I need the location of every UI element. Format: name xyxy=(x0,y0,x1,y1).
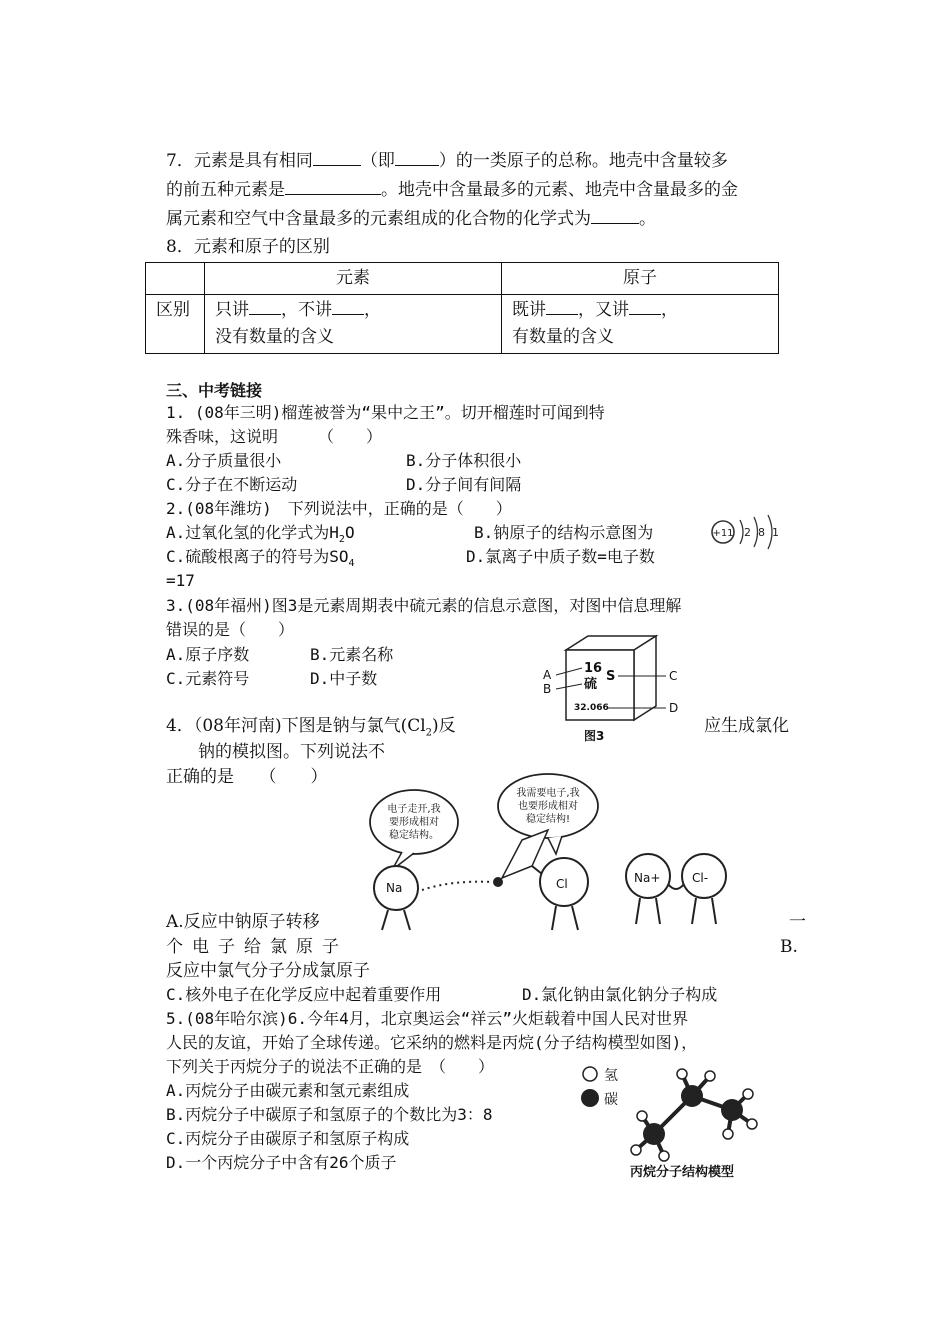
mc2-option-a: A.过氧化氢的化学式为$H_2O$ xyxy=(166,523,355,546)
atomic-mass: 32.066 xyxy=(574,703,609,713)
mc3-option-d: D.中子数 xyxy=(310,669,378,688)
bubble-text: 要形成相对 xyxy=(389,817,439,828)
character-leg xyxy=(712,898,716,924)
cube-side xyxy=(634,636,656,720)
atom-label: Na xyxy=(386,881,403,895)
figure-caption: 丙烷分子结构模型 xyxy=(630,1165,735,1180)
label-b: B xyxy=(543,682,552,696)
q7-line3: 属元素和空气中含量最多的元素组成的化合物的化学式为 。 xyxy=(166,206,656,231)
answer-blank xyxy=(629,297,661,315)
table-header-atom: 原子 xyxy=(502,263,779,295)
mc5-option-c: C.丙烷分子由碳原子和氢原子构成 xyxy=(166,1129,410,1148)
answer-blank xyxy=(249,297,281,315)
hydrogen-legend-icon xyxy=(583,1067,597,1081)
bubble-text: 稳定结构! xyxy=(525,814,571,825)
sulfur-element-figure xyxy=(538,630,688,750)
atom-label: Cl xyxy=(556,877,568,891)
character-leg xyxy=(572,906,578,930)
carbon-atom xyxy=(643,1123,665,1145)
bubble-text: 我需要电子,我 xyxy=(516,788,580,799)
hands-link xyxy=(668,884,684,889)
mc4-stem-line1-end: 应生成氯化 xyxy=(704,716,789,736)
table-row-label: 区别 xyxy=(146,295,205,354)
mc4-stem-line3: 正确的是 （ ） xyxy=(166,767,328,787)
mc3-stem-line1: 3.(08年福州)图3是元素周期表中硫元素的信息示意图，对图中信息理解 xyxy=(166,596,682,615)
table-cell-atom: 既讲 ，又讲 ， 有数量的含义 xyxy=(502,295,779,354)
mc4-option-c: C.核外电子在化学反应中起着重要作用 xyxy=(166,985,442,1004)
legend-hydrogen: 氢 xyxy=(604,1068,618,1084)
answer-blank xyxy=(591,206,639,224)
table-header-element: 元素 xyxy=(205,263,502,295)
answer-blank xyxy=(285,177,381,195)
mc4-option-a-line1-end: 一 xyxy=(789,912,806,932)
mc4-option-b: 反应中氯气分子分成氯原子 xyxy=(166,961,370,981)
mc5-stem-line1: 5.(08年哈尔滨)6.今年4月，北京奥运会“祥云”火炬载着中国人民对世界 xyxy=(166,1009,688,1028)
sodium-atom-diagram xyxy=(706,512,782,552)
mc2-option-c: C.硫酸根离子的符号为$SO_4$ xyxy=(166,547,355,570)
element-name: 硫 xyxy=(584,677,598,692)
mc3-option-c: C.元素符号 xyxy=(166,669,250,688)
shell-arc xyxy=(740,520,743,544)
mc5-stem-line2: 人民的友谊，开始了全球传递。它采纳的燃料是丙烷(分子结构模型如图)， xyxy=(166,1033,698,1052)
mc2-stem: 2.(08年潍坊) 下列说法中，正确的是（ ） xyxy=(166,499,512,518)
mc1-option-b: B.分子体积很小 xyxy=(406,451,522,470)
ion-label: Na+ xyxy=(634,871,661,885)
mc1-stem-line1: 1. (08年三明)榴莲被誉为“果中之王”。切开榴莲时可闻到特 xyxy=(166,403,605,422)
ion-label: Cl- xyxy=(692,871,709,885)
shell-count: 8 xyxy=(758,526,765,539)
character-leg xyxy=(382,910,388,930)
bubble-text: 也要形成相对 xyxy=(518,801,578,812)
q7-line2: 的前五种元素是 。地壳中含量最多的元素、地壳中含量最多的金 xyxy=(166,177,738,202)
mc4-option-b-label: B. xyxy=(780,937,798,957)
nucleus-charge: +11 xyxy=(712,528,734,539)
q8-title: 8．元素和原子的区别 xyxy=(166,237,330,257)
bubble-text: 电子走开,我 xyxy=(387,804,441,815)
character-leg xyxy=(552,906,556,930)
mc4-stem-line2: 钠的模拟图。下列说法不 xyxy=(198,742,385,762)
label-d: D xyxy=(669,701,679,715)
mc2-option-d: D.氯离子中质子数=电子数 xyxy=(466,547,655,566)
answer-blank xyxy=(332,297,364,315)
mc3-option-a: A.原子序数 xyxy=(166,645,250,664)
character-leg xyxy=(636,898,640,924)
bubble-text: 稳定结构。 xyxy=(389,830,439,841)
shell-count: 1 xyxy=(772,526,779,539)
shell-arc xyxy=(754,517,758,547)
mc1-option-a: A.分子质量很小 xyxy=(166,451,282,470)
character-leg xyxy=(404,910,410,930)
label-a: A xyxy=(543,668,552,682)
mc4-option-a-line1: A.反应中钠原子转移 xyxy=(166,912,320,932)
character-leg xyxy=(656,898,660,924)
answer-blank xyxy=(546,297,578,315)
mc4-option-d: D.氯化钠由氯化钠分子构成 xyxy=(522,985,718,1004)
figure-caption: 图3 xyxy=(584,729,605,743)
mc5-option-a: A.丙烷分子由碳元素和氢元素组成 xyxy=(166,1081,410,1100)
mc3-stem-line2: 错误的是（ ） xyxy=(166,620,295,639)
mc2-option-d-cont: =17 xyxy=(166,571,195,590)
shell-count: 2 xyxy=(744,526,751,539)
propane-molecule-figure xyxy=(572,1060,782,1182)
mc1-option-c: C.分子在不断运动 xyxy=(166,475,298,494)
label-c: C xyxy=(669,669,678,683)
carbon-legend-icon xyxy=(581,1089,599,1107)
sodium-chlorine-cartoon xyxy=(352,770,772,948)
mc5-option-b: B.丙烷分子中碳原子和氢原子的个数比为3：8 xyxy=(166,1105,493,1124)
element-symbol: S xyxy=(606,669,616,684)
mc5-option-d: D.一个丙烷分子中含有26个质子 xyxy=(166,1153,397,1172)
element-atom-table xyxy=(145,262,779,354)
table-corner xyxy=(146,263,205,295)
carbon-atom xyxy=(721,1099,743,1121)
mc3-option-b: B.元素名称 xyxy=(310,645,394,664)
table-cell-element: 只讲 ，不讲 ， 没有数量的含义 xyxy=(205,295,502,354)
carbon-atom xyxy=(681,1085,703,1107)
legend-carbon: 碳 xyxy=(604,1092,618,1108)
mc2-option-b: B.钠原子的结构示意图为 xyxy=(474,523,654,542)
net-icon xyxy=(502,830,548,878)
mc1-stem-line2: 殊香味，这说明 （ ） xyxy=(166,427,383,446)
section-heading: 三、中考链接 xyxy=(166,381,263,400)
answer-blank xyxy=(395,148,439,166)
bubble-tail xyxy=(548,836,562,854)
atomic-number: 16 xyxy=(584,661,603,676)
q7-line1: 7．元素是具有相同 （即 ）的一类原子的总称。地壳中含量较多 xyxy=(166,148,728,173)
mc4-option-a-line2: 个电子给氯原子 xyxy=(166,937,348,957)
mc4-stem-line1: 4．（08年河南)下图是钠与氯气$(Cl_2)$反 xyxy=(166,716,456,739)
mc1-option-d: D.分子间有间隔 xyxy=(406,475,522,494)
character-leg xyxy=(692,898,696,924)
answer-blank xyxy=(313,148,361,166)
mc5-stem-line3: 下列关于丙烷分子的说法不正确的是 （ ） xyxy=(166,1057,495,1076)
electron-path xyxy=(422,882,492,890)
